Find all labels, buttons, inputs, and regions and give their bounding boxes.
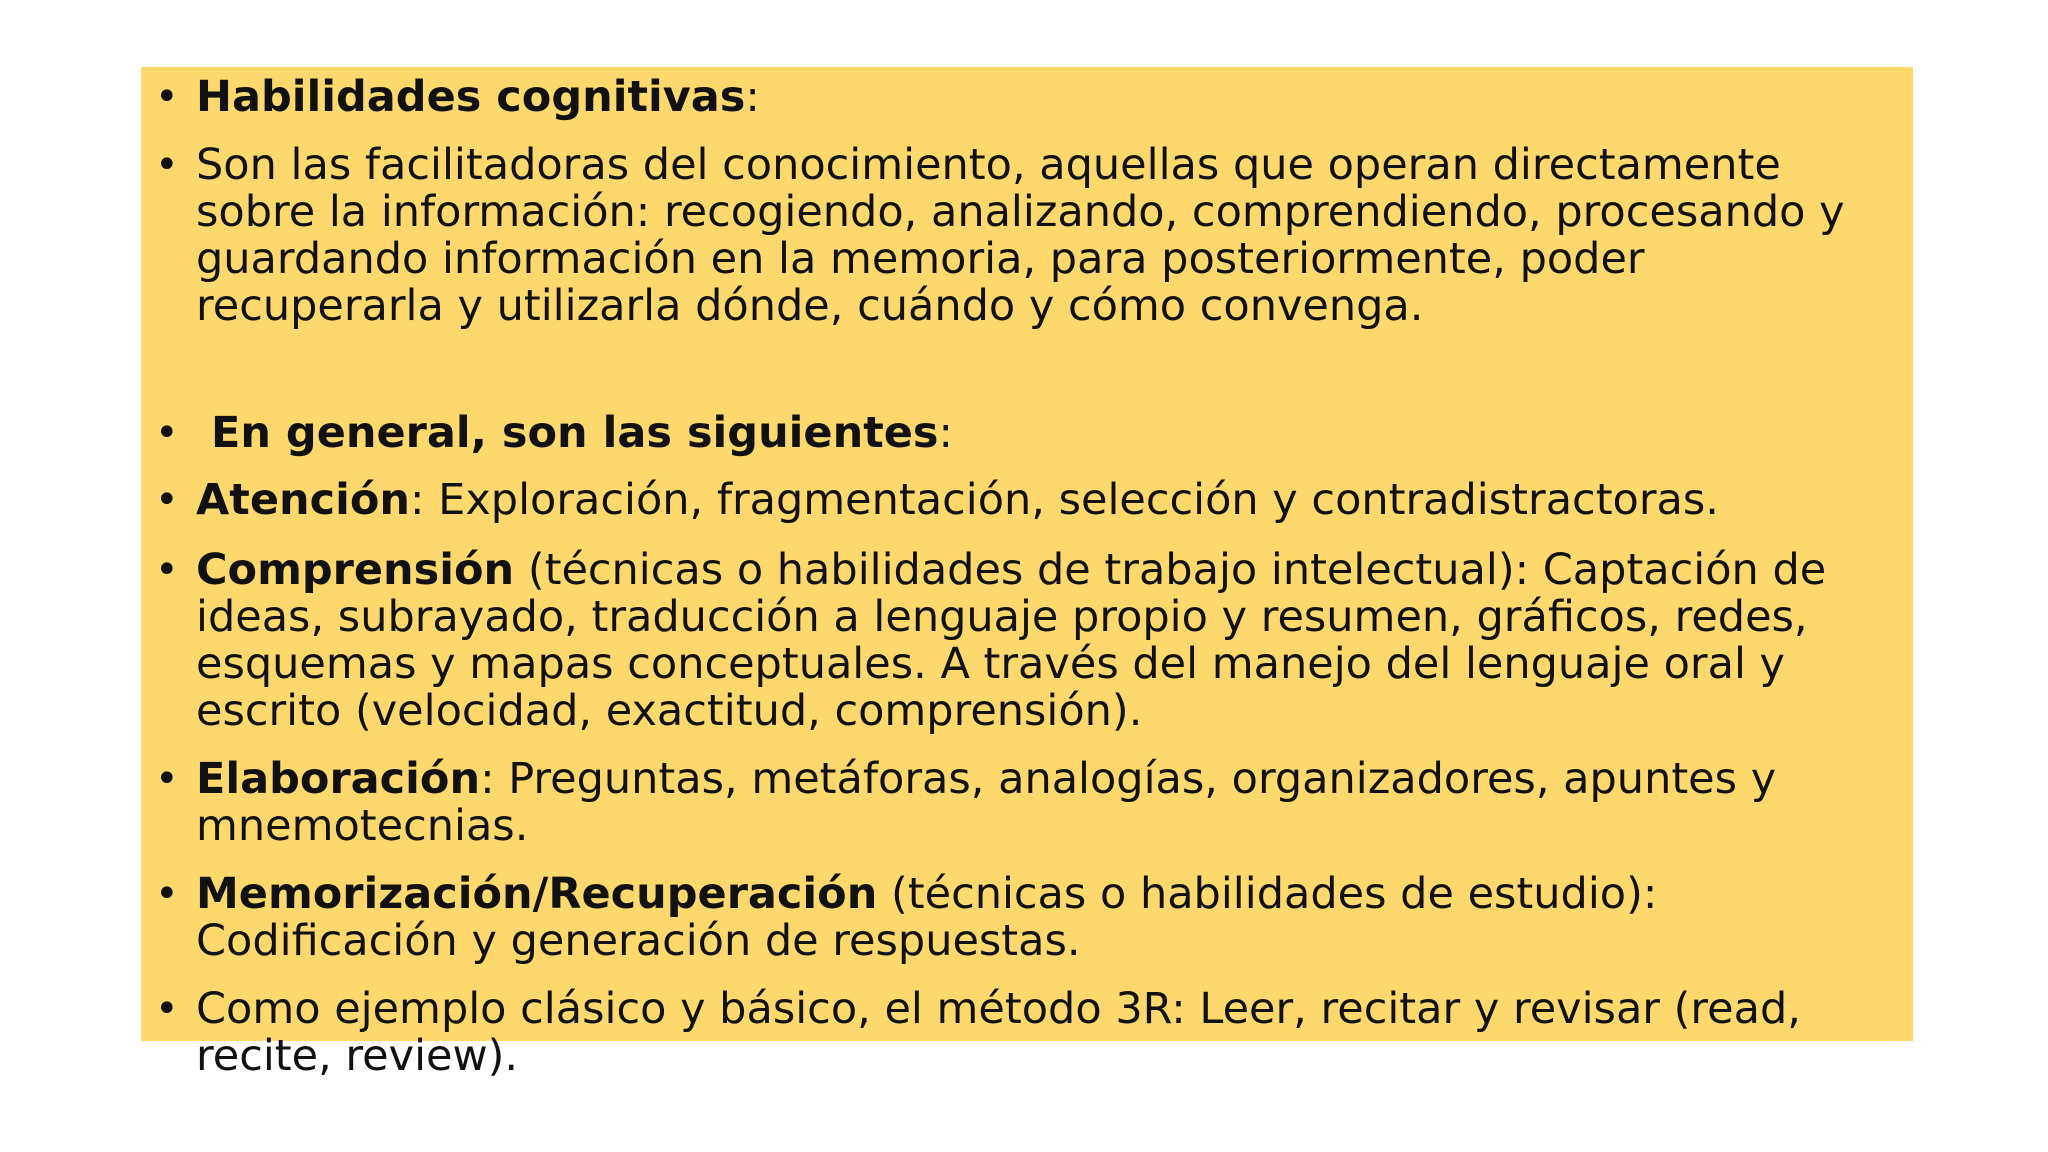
bullet-dot: • <box>155 986 179 1032</box>
bullet-item-elaboracion <box>141 756 1913 850</box>
bullet-bold-text: Atención <box>196 475 410 525</box>
bullet-item-ejemplo <box>141 986 1913 1080</box>
bullet-bold-text: Elaboración <box>196 754 481 804</box>
bullet-item-atencion <box>141 477 1913 524</box>
bullet-dot: • <box>155 74 179 120</box>
bullet-text: Como ejemplo clásico y básico, el método 3R: Leer, recitar y revisar (read, recite, review). <box>196 984 1801 1081</box>
bullet-bold-text: Habilidades cognitivas <box>196 72 746 122</box>
bullet-dot: • <box>155 547 179 593</box>
bullet-dot: • <box>155 410 179 456</box>
bullet-text: (técnicas o habilidades de estudio): Codificación y generación de respuestas. <box>196 869 1658 966</box>
bullet-text: (técnicas o habilidades de trabajo intelectual): Captación de ideas, subrayado, traducción a lenguaje propio y resumen, gráficos, redes, esquemas y mapas conceptuales. A través del manejo del lenguaje oral y escrito (velocidad, exactitud, comprensión). <box>196 545 1827 736</box>
bullet-item-en-general <box>141 410 1913 457</box>
bullet-item-comprension <box>141 547 1913 735</box>
bullet-dot: • <box>155 477 179 523</box>
bullet-text: : Preguntas, metáforas, analogías, organizadores, apuntes y mnemotecnias. <box>196 754 1777 851</box>
bullet-text: : <box>745 72 760 122</box>
bullet-text: : Exploración, fragmentación, selección y contradistractoras. <box>410 475 1719 525</box>
bullet-text: Son las facilitadoras del conocimiento, aquellas que operan directamente sobre la información: recogiendo, analizando, comprendiendo, procesando y guardando información en la memoria, para posteriormente, poder recuperarla y utilizarla dónde, cuándo y cómo convenga. <box>196 140 1845 331</box>
bullet-text: : <box>938 408 954 458</box>
bullet-item-definicion <box>141 142 1913 330</box>
bullet-bold-text: Comprensión <box>196 545 515 595</box>
bullet-item-memorizacion <box>141 871 1913 965</box>
bullet-bold-text: Memorización/Recuperación <box>196 869 878 919</box>
bullet-dot: • <box>155 756 179 802</box>
content-box <box>141 67 1913 1081</box>
bullet-item-habilidades <box>141 74 1913 121</box>
bullet-bold-text: En general, son las siguientes <box>196 408 939 458</box>
bullet-dot: • <box>155 142 179 188</box>
bullet-dot: • <box>155 871 179 917</box>
